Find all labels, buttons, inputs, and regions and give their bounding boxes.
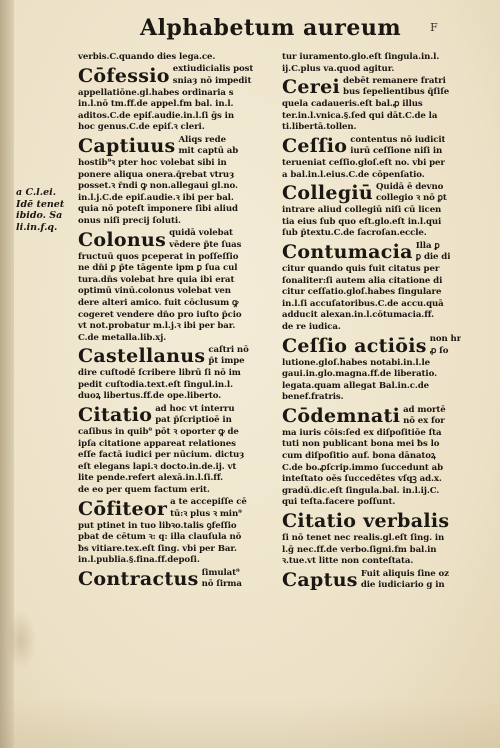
heading-runon-line: tū:ꝛ plus ꝛ min⁹ bbox=[170, 508, 242, 519]
text-line: cum diſpoſitio auf. bona dānatoꝝ bbox=[282, 451, 436, 462]
glossary-entry bbox=[282, 181, 470, 240]
heading-runon bbox=[376, 182, 447, 204]
heading-runon-line: pat p̄ſcriptioē in bbox=[155, 415, 232, 426]
text-line: quia nō poteſt īmponere ſibi aliud bbox=[78, 204, 238, 215]
glossary-entry bbox=[78, 64, 266, 134]
text-line: qui teſta.facere poſſunt. bbox=[282, 497, 396, 508]
heading-runon bbox=[169, 228, 241, 250]
heading-runon-line: Fuit aliquis ſine oz bbox=[360, 568, 449, 579]
headword: Captiuus bbox=[78, 134, 176, 157]
text-line: ꝛ.tue.vt litte non conteſtata. bbox=[282, 556, 414, 567]
marginal-line: a C.l.ei. bbox=[16, 187, 57, 198]
headword: Collegiū bbox=[282, 182, 374, 205]
entry-heading bbox=[78, 403, 266, 427]
heading-runon-line: bus ſepelientibus q̄ſiſe bbox=[343, 87, 450, 98]
text-line: posset.ꝛ r̄ndi ꝙ non.allegaui gl.no. bbox=[78, 181, 238, 192]
headword: Ceſſio actiōis bbox=[282, 334, 427, 357]
heading-runon-line: mit captū ab bbox=[178, 145, 239, 156]
heading-runon bbox=[208, 345, 248, 367]
text-line: gradū.dic.eſt ſingula.bal. in.l.ij.C. bbox=[282, 485, 440, 496]
headword: Citatio bbox=[78, 404, 153, 427]
heading-runon-line: Aliqs rede bbox=[178, 134, 226, 145]
text-line: ti.libertā.tollen. bbox=[282, 122, 357, 133]
text-line: C.de bo.ꝓſcrip.immo ſuccedunt ab bbox=[282, 462, 444, 473]
entry-heading bbox=[282, 404, 470, 428]
glossary-entry bbox=[282, 240, 470, 334]
heading-runon bbox=[416, 241, 451, 263]
headword: Cōfiteor bbox=[78, 497, 168, 520]
text-line: citur ceſſatio.gloſ.habes ſingulare bbox=[282, 287, 442, 298]
text-line: aditos.C.de epiſ.audie.in.l.ſi ḡs in bbox=[78, 110, 234, 121]
text-line: de re iudica. bbox=[282, 321, 341, 332]
text-line: put ptinet in tuo libꝛo.talis ꝯfeſſio bbox=[78, 520, 237, 531]
heading-runon-line: a te accepiſſe cē bbox=[170, 497, 247, 508]
glossary-entry bbox=[78, 52, 266, 64]
heading-runon bbox=[361, 569, 449, 591]
heading-runon-line: Quidā ē devno bbox=[376, 181, 444, 192]
text-line: ma iuris cōis:ſed ex diſpoſitiōe ſta bbox=[282, 427, 442, 438]
text-line: de eo per quem factum erit. bbox=[78, 485, 210, 496]
text-line: in.l.nō tm.ff.de appel.fm bal. in.l. bbox=[78, 99, 234, 110]
glossary-entry bbox=[282, 568, 470, 592]
entry-heading bbox=[282, 134, 470, 158]
text-line: ſonaliter:ſi autem alia citatione di bbox=[282, 275, 443, 286]
heading-runon-line: sniaȝ nō impedit bbox=[172, 75, 252, 86]
headword: Ceſſio bbox=[282, 134, 348, 157]
text-line: tur iuramento.glo.eſt ſingula.in.l. bbox=[282, 52, 440, 62]
heading-runon-line: p̄t impe bbox=[208, 356, 245, 367]
text-line: in.l.ſi accuſatoribus.C.de accu.quā bbox=[282, 298, 444, 309]
text-line: ſub p̄textu.C.de ſacroſan.eccle. bbox=[282, 228, 427, 239]
heading-runon bbox=[403, 405, 446, 427]
heading-runon-line: caſtri nō bbox=[208, 345, 249, 356]
folio-mark: F bbox=[430, 21, 438, 34]
text-line: hoc genus.C.de epiſ.ꝛ cleri. bbox=[78, 122, 205, 133]
heading-runon-line: ꝑ die di bbox=[415, 251, 451, 262]
glossary-entry bbox=[282, 52, 470, 75]
headword: Cerei bbox=[282, 76, 341, 99]
paper-stain bbox=[6, 610, 36, 670]
text-line: intrare aliud collegiū niſi cū licen bbox=[282, 205, 442, 216]
text-line: tura.dn̄s volebat h̄re quia ibi erat bbox=[78, 274, 235, 285]
heading-runon-line: quidā volebat bbox=[169, 228, 233, 239]
text-line: pedit cuſtodia.text.eſt ſingul.in.l. bbox=[78, 379, 233, 390]
marginal-line: ibido. Sa bbox=[16, 210, 63, 221]
headword: Colonus bbox=[78, 228, 167, 251]
text-line: optimū vinū.colonus volebat ven bbox=[78, 286, 231, 297]
text-line: dere alteri amico. fuit cōclusum ꝙ bbox=[78, 297, 239, 308]
text-line: inteſtato oēs ſuccedētes vſqꝫ ad.x. bbox=[282, 474, 442, 485]
text-line: vt not.probatur m.l.j.ꝛ ibi per bar. bbox=[78, 321, 236, 332]
text-line: quela cadaueris.eſt bal.ꝓ illus bbox=[282, 99, 423, 110]
entry-heading bbox=[78, 344, 266, 368]
glossary-entry bbox=[282, 134, 470, 181]
entry-heading bbox=[78, 134, 266, 158]
entry-heading bbox=[282, 568, 470, 592]
text-line: onus niſi precij ſoluti. bbox=[78, 215, 181, 226]
headword: Citatio verbalis bbox=[282, 510, 450, 533]
text-line: duoꝝ libertus.ff.de ope.liberto. bbox=[78, 391, 222, 402]
glossary-entry bbox=[78, 497, 266, 567]
entry-heading bbox=[78, 64, 266, 88]
text-line: caſibus in quib⁹ pōt ꝛ oporter ꝙ de bbox=[78, 427, 239, 438]
text-line: verbis.C.quando dies lega.ce. bbox=[78, 52, 216, 62]
heading-runon-line: debēt remanere fratri bbox=[343, 75, 446, 86]
text-line: l.ḡ nec.ff.de verbo.ſigni.fm bal.in bbox=[282, 544, 437, 555]
text-line: eſt elegans lapi.ꝛ docto.in.de.ij. vt bbox=[78, 461, 237, 472]
marginal-note bbox=[16, 186, 74, 232]
text-line: ponere aliqua onera.q̄rebat vtruȝ bbox=[78, 169, 235, 180]
heading-runon bbox=[155, 404, 234, 426]
headword: Contumacia bbox=[282, 240, 413, 263]
heading-runon bbox=[430, 334, 461, 356]
text-line: adducit alexan.in.l.cōtumacia.ff. bbox=[282, 310, 434, 321]
glossary-entry bbox=[282, 404, 470, 509]
bottom-margin bbox=[0, 698, 500, 748]
entry-heading bbox=[78, 228, 266, 252]
text-line: a bal.in.l.eius.C.de cōpenſatio. bbox=[282, 169, 425, 180]
text-line: terueniat ceſſio.gloſ.eſt no. vbi per bbox=[282, 157, 445, 168]
headword: Captus bbox=[282, 568, 358, 591]
heading-runon-line: ad hoc vt interru bbox=[155, 403, 235, 414]
entry-heading bbox=[282, 181, 470, 205]
text-line: fructuū quos pceperat in poſſeſſio bbox=[78, 251, 239, 262]
text-column-left bbox=[78, 52, 266, 692]
glossary-entry bbox=[78, 567, 266, 591]
glossary-entry bbox=[78, 134, 266, 228]
heading-runon-line: collegio ꝛ nō ꝑt bbox=[376, 193, 447, 204]
text-line: lutione.gloſ.habes notabi.in.l.le bbox=[282, 357, 430, 368]
heading-runon bbox=[343, 76, 449, 98]
heading-runon-line: extiudicialis post bbox=[172, 64, 254, 75]
text-line: legata.quam allegat Bal.in.c.de bbox=[282, 380, 430, 391]
marginal-line: li.in.f.q. bbox=[16, 221, 58, 233]
heading-runon-line: ꝓ ſo bbox=[429, 345, 449, 356]
entry-heading bbox=[282, 509, 470, 533]
text-line: pbat de cētum ꝛ: q: illa clauſula nō bbox=[78, 532, 242, 543]
text-line: ƀs vitiare.tex.eſt ſing. vbi per Bar. bbox=[78, 543, 237, 554]
running-head: Alphabetum aureum bbox=[140, 15, 402, 41]
heading-runon-line: Illa ꝑ bbox=[415, 240, 440, 251]
text-line: ij.C.plus va.quod agitur. bbox=[282, 63, 395, 74]
heading-runon-line: ad mortē bbox=[403, 404, 446, 415]
glossary-entry bbox=[78, 403, 266, 497]
text-line: C.de metalla.lib.xj. bbox=[78, 332, 167, 343]
text-line: tia eius ſub quo eſt.glo.eſt in.l.qui bbox=[282, 216, 442, 227]
text-line: ter.in.l.vnica.§.ſed qui dāt.C.de la bbox=[282, 110, 438, 121]
glossary-entry bbox=[78, 344, 266, 403]
text-line: hostib⁹ꝛ pter hoc volebat sibi in bbox=[78, 157, 227, 168]
heading-runon-line: die iudiciario g in bbox=[360, 579, 445, 590]
heading-runon bbox=[350, 135, 445, 157]
text-line: in.l.j.C.de epiſ.audie.ꝛ ibi per bal. bbox=[78, 192, 234, 203]
text-line: in.l.publia.§.fina.ff.depoſi. bbox=[78, 555, 200, 566]
text-line: benef.fratris. bbox=[282, 392, 344, 403]
entry-heading bbox=[282, 75, 470, 99]
text-line: citur quando quis fuit citatus per bbox=[282, 263, 440, 274]
glossary-entry bbox=[282, 75, 470, 134]
headword: Castellanus bbox=[78, 345, 206, 368]
text-line: gaui.in.glo.magna.ff.de liberatio. bbox=[282, 369, 437, 380]
heading-runon-line: iurū ceſſione niſi in bbox=[350, 145, 443, 156]
heading-runon bbox=[173, 64, 254, 86]
entry-heading bbox=[78, 567, 266, 591]
glossary-entry bbox=[78, 228, 266, 345]
entry-heading bbox=[282, 240, 470, 264]
headword: Contractus bbox=[78, 568, 199, 590]
heading-runon-line: vēdere p̄te ſuas bbox=[169, 239, 242, 250]
text-line: ſi nō tenet nec realis.gl.eſt ſing. in bbox=[282, 533, 445, 544]
heading-runon-line: contentus nō iudicit bbox=[350, 134, 446, 145]
text-line: dire cuſtodē ſcribere librū ſi nō im bbox=[78, 368, 241, 379]
text-line: appellatiōne.gl.habes ordinaria s bbox=[78, 87, 234, 98]
text-column-right bbox=[282, 52, 470, 692]
heading-runon bbox=[178, 135, 238, 157]
marginal-line: Idē tenet bbox=[16, 198, 65, 210]
glossary-entry bbox=[282, 509, 470, 568]
headword: Cōfessio bbox=[78, 64, 170, 87]
entry-heading bbox=[282, 334, 470, 358]
glossary-entry bbox=[282, 334, 470, 404]
heading-runon-line: ſimulat⁹ bbox=[201, 567, 240, 578]
heading-runon-line: nō ex for bbox=[403, 415, 445, 426]
heading-runon bbox=[202, 568, 242, 590]
heading-runon bbox=[170, 497, 247, 519]
text-line: ne dn̄i ꝑ p̄te tāgente ipm ꝑ ſua cul bbox=[78, 263, 238, 274]
headword: Cōdemnati bbox=[282, 404, 401, 427]
text-line: lite pende.refert alexā.in.l.ſi.ff. bbox=[78, 473, 224, 484]
entry-heading bbox=[78, 497, 266, 521]
heading-runon-line: nō ſirma bbox=[201, 579, 242, 589]
text-line: eſſe factā iudici per nūcium. dictuȝ bbox=[78, 450, 245, 461]
text-line: ipſa citatione appareat relationes bbox=[78, 438, 236, 449]
heading-runon-line: non h̄r bbox=[429, 334, 462, 345]
text-line: cogeret vendere dn̄o pro iuſto p̄cio bbox=[78, 309, 242, 320]
text-line: tuti non publicant bona mei ƀs lo bbox=[282, 439, 440, 450]
